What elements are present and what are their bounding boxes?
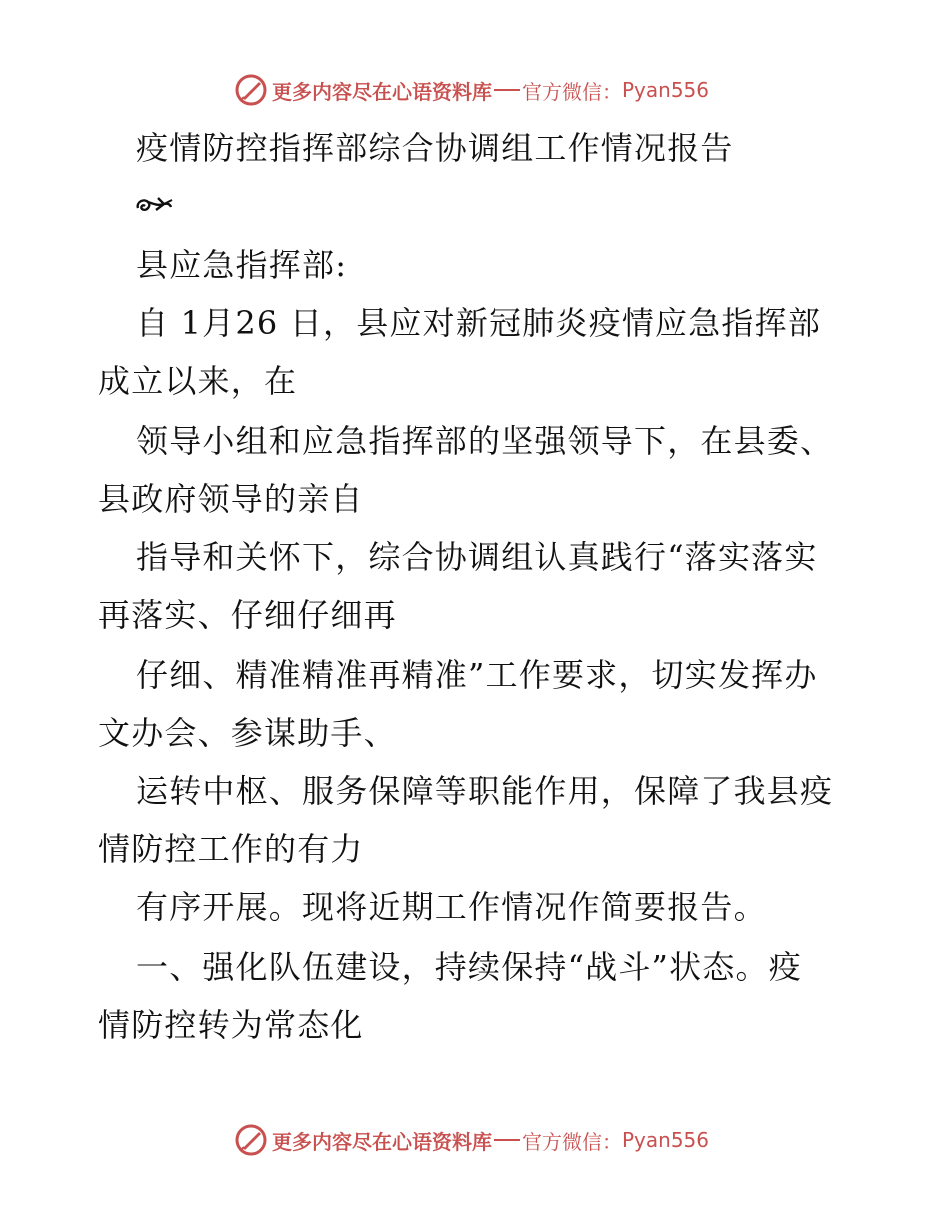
addressee: 县应急指挥部: (136, 246, 348, 284)
body-line: 情防控转为常态化 (98, 1006, 364, 1044)
banner-divider (494, 1139, 520, 1141)
body-line: 运转中枢、服务保障等职能作用，保障了我县疫 (136, 772, 834, 810)
flourish-ornament-icon (134, 192, 174, 218)
quill-logo-icon (234, 73, 268, 107)
quill-logo-icon (234, 1123, 268, 1157)
document-title: 疫情防控指挥部综合协调组工作情况报告 (136, 129, 734, 167)
header-banner (234, 72, 709, 108)
footer-banner (234, 1122, 709, 1158)
body-line: 仔细、精准精准再精准”工作要求，切实发挥办 (136, 656, 818, 694)
body-line: 情防控工作的有力 (98, 830, 364, 868)
body-line: 领导小组和应急指挥部的坚强领导下，在县委、 (136, 422, 834, 460)
body-line: 有序开展。现将近期工作情况作简要报告。 (136, 888, 767, 926)
body-line: 文办会、参谋助手、 (98, 714, 397, 752)
banner-wechat-id: Pyan556 (622, 78, 710, 102)
body-line: 一、强化队伍建设，持续保持“战斗”状态。疫 (136, 948, 802, 986)
body-line: 自 1月26 日，县应对新冠肺炎疫情应急指挥部 (136, 304, 822, 342)
body-line: 成立以来，在 (98, 362, 298, 400)
banner-title: 更多内容尽在心语资料库 (272, 1129, 492, 1154)
banner-wechat-label: 官方微信： (522, 79, 622, 104)
banner-wechat-label: 官方微信： (522, 1129, 622, 1154)
body-line: 县政府领导的亲自 (98, 480, 364, 518)
banner-title: 更多内容尽在心语资料库 (272, 79, 492, 104)
body-line: 指导和关怀下，综合协调组认真践行“落实落实 (136, 538, 818, 576)
banner-wechat-id: Pyan556 (622, 1128, 710, 1152)
body-line: 再落实、仔细仔细再 (98, 596, 397, 634)
banner-divider (494, 89, 520, 91)
